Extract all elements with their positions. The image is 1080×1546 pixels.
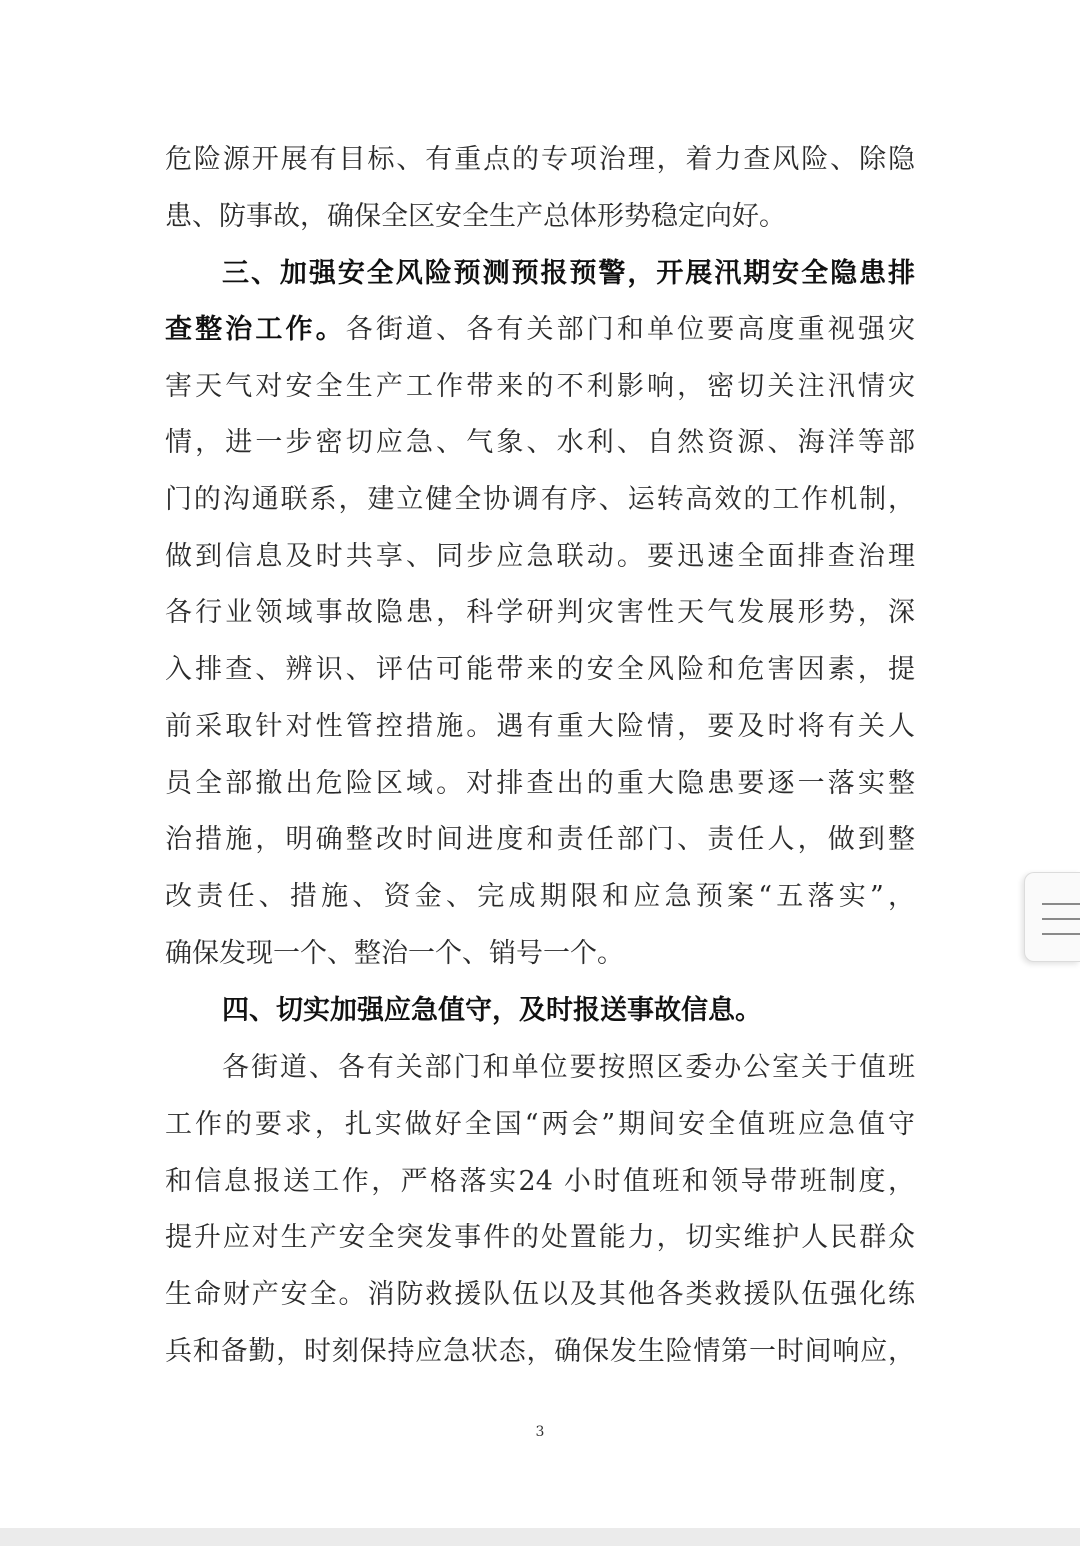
menu-icon[interactable] [1042, 903, 1080, 935]
line-text: 害天气对安全生产工作带来的不利影响，密切关注汛情灾 [165, 371, 915, 402]
side-menu-handle[interactable] [1024, 872, 1080, 962]
text-line [165, 650, 915, 690]
text-line [165, 1332, 915, 1372]
text-line [165, 934, 915, 974]
line-text: 做到信息及时共享、同步应急联动。要迅速全面排查治理 [165, 541, 915, 572]
text-line [165, 367, 915, 407]
line-text: 入排查、辨识、评估可能带来的安全风险和危害因素，提 [165, 654, 915, 685]
page-number: 3 [535, 1424, 545, 1440]
line-text: 工作的要求，扎实做好全国“两会”期间安全值班应急值守 [165, 1109, 915, 1140]
line-text: 前采取针对性管控措施。遇有重大险情，要及时将有关人 [165, 711, 915, 742]
text-line [165, 480, 915, 520]
line-text: 和信息报送工作，严格落实24 小时值班和领导带班制度， [165, 1166, 915, 1197]
line-text: 改责任、措施、资金、完成期限和应急预案“五落实”， [165, 881, 915, 912]
line-text: 员全部撤出危险区域。对排查出的重大隐患要逐一落实整 [165, 768, 915, 799]
text-line [165, 877, 915, 917]
line-text: 患、防事故，确保全区安全生产总体形势稳定向好。 [165, 201, 786, 232]
page-separator [0, 1528, 1080, 1546]
text-line [165, 423, 915, 463]
line-text: 治措施，明确整改时间进度和责任部门、责任人，做到整 [165, 824, 915, 855]
line-text: 各街道、各有关部门和单位要按照区委办公室关于值班 [222, 1052, 915, 1083]
text-line [165, 707, 915, 747]
heading-text: 查整治工作。 [165, 314, 346, 345]
menu-icon-bar [1042, 918, 1080, 920]
line-text: 确保发现一个、整治一个、销号一个。 [165, 938, 624, 969]
menu-icon-bar [1042, 933, 1080, 935]
line-text: 门的沟通联系，建立健全协调有序、运转高效的工作机制， [165, 484, 915, 515]
section-heading-3 [222, 254, 915, 294]
line-text: 各街道、各有关部门和单位要高度重视强灾 [345, 314, 915, 345]
line-text: 各行业领域事故隐患，科学研判灾害性天气发展形势，深 [165, 597, 915, 628]
text-line [165, 1275, 915, 1315]
text-line [165, 310, 915, 350]
text-line [165, 1218, 915, 1258]
text-line [165, 820, 915, 860]
line-text: 情，进一步密切应急、气象、水利、自然资源、海洋等部 [165, 427, 915, 458]
line-text: 危险源开展有目标、有重点的专项治理，着力查风险、除隐 [165, 144, 915, 175]
section-heading-4 [222, 991, 915, 1031]
menu-icon-bar [1042, 903, 1080, 905]
line-text: 生命财产安全。消防救援队伍以及其他各类救援队伍强化练 [165, 1279, 915, 1310]
text-line [165, 1162, 915, 1202]
heading-text: 四、切实加强应急值守，及时报送事故信息。 [222, 995, 762, 1026]
text-line [165, 764, 915, 804]
text-line [165, 593, 915, 633]
text-line [222, 1048, 915, 1088]
text-line [165, 197, 915, 237]
line-text: 提升应对生产安全突发事件的处置能力，切实维护人民群众 [165, 1222, 915, 1253]
text-line [165, 140, 915, 180]
heading-text: 三、加强安全风险预测预报预警，开展汛期安全隐患排 [222, 258, 915, 289]
text-line [165, 537, 915, 577]
line-text: 兵和备勤，时刻保持应急状态，确保发生险情第一时间响应， [165, 1336, 915, 1367]
text-line [165, 1105, 915, 1145]
